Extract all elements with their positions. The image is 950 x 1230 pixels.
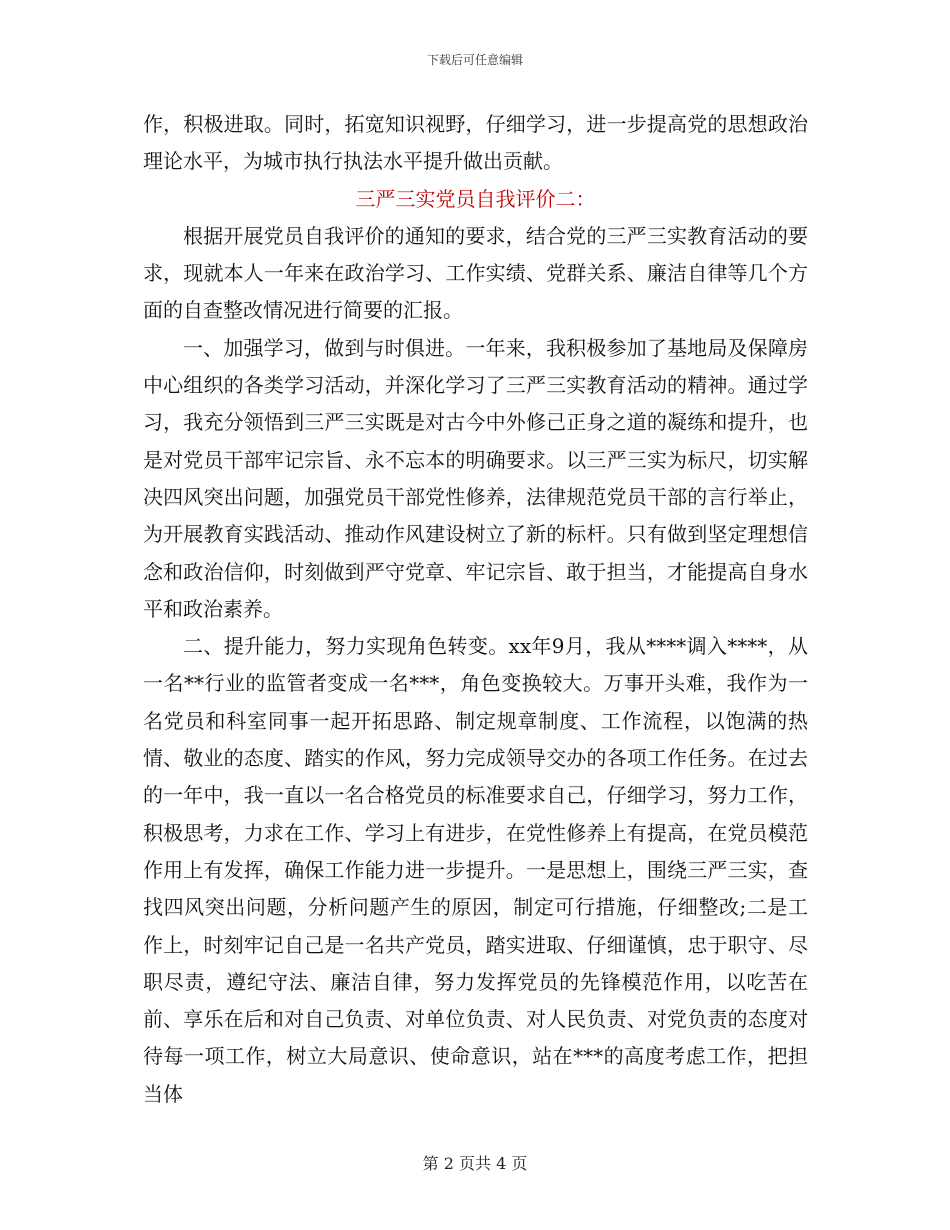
paragraph-intro: 根据开展党员自我评价的通知的要求，结合党的三严三实教育活动的要求，现就本人一年来在政治学习、工作实绩、党群关系、廉洁自律等几个方面的自查整改情况进行简要的汇报。 [143, 223, 808, 323]
paragraph-ability: 二、提升能力，努力实现角色转变。xx年9月，我从****调入****，从一名**行业的监管者变成一名***，角色变换较大。万事开头难，我作为一名党员和科室同事一起开拓思路、制定规章制度、工作流程，以饱满的热情、敬业的态度、踏实的作风，努力完成领导交办的各项工作任务。在过去的一年中，我一直以一名合格党员的标准要求自己，仔细学习，努力工作，积极思考，力求在工作、学习上有进步，在党性修养上有提高，在党员模范作用上有发挥，确保工作能力进一步提升。一是思想上，围绕三严三实，查找四风突出问题，分析问题产生的原因，制定可行措施，仔细整改;二是工作上，时刻牢记自己是一名共产党员，踏实进取、仔细谨慎，忠于职守、尽职尽责，遵纪守法、廉洁自律，努力发挥党员的先锋模范作用，以吃苦在前、享乐在后和对自己负责、对单位负责、对人民负责、对党负责的态度对待每一项工作，树立大局意识、使命意识，站在***的高度考虑工作，把担当体 [143, 634, 808, 1106]
document-body [143, 106, 808, 1113]
paragraph-study: 一、加强学习，做到与时俱进。一年来，我积极参加了基地局及保障房中心组织的各类学习活动，并深化学习了三严三实教育活动的精神。通过学习，我充分领悟到三严三实既是对古今中外修己正身之道的凝练和提升，也是对党员干部牢记宗旨、永不忘本的明确要求。以三严三实为标尺，切实解决四风突出问题，加强党员干部党性修养，法律规范党员干部的言行举止，为开展教育实践活动、推动作风建设树立了新的标杆。只有做到坚定理想信念和政治信仰，时刻做到严守党章、牢记宗旨、敢于担当，才能提高自身水平和政治素养。 [143, 335, 808, 621]
page-footer: 第 2 页共 4 页 [422, 1154, 528, 1173]
paragraph-continuation: 作，积极进取。同时，拓宽知识视野，仔细学习，进一步提高党的思想政治理论水平，为城市执行执法水平提升做出贡献。 [143, 112, 808, 174]
section-title: 三严三实党员自我评价二： [355, 186, 596, 211]
page-header: 下载后可任意编辑 [426, 53, 523, 67]
